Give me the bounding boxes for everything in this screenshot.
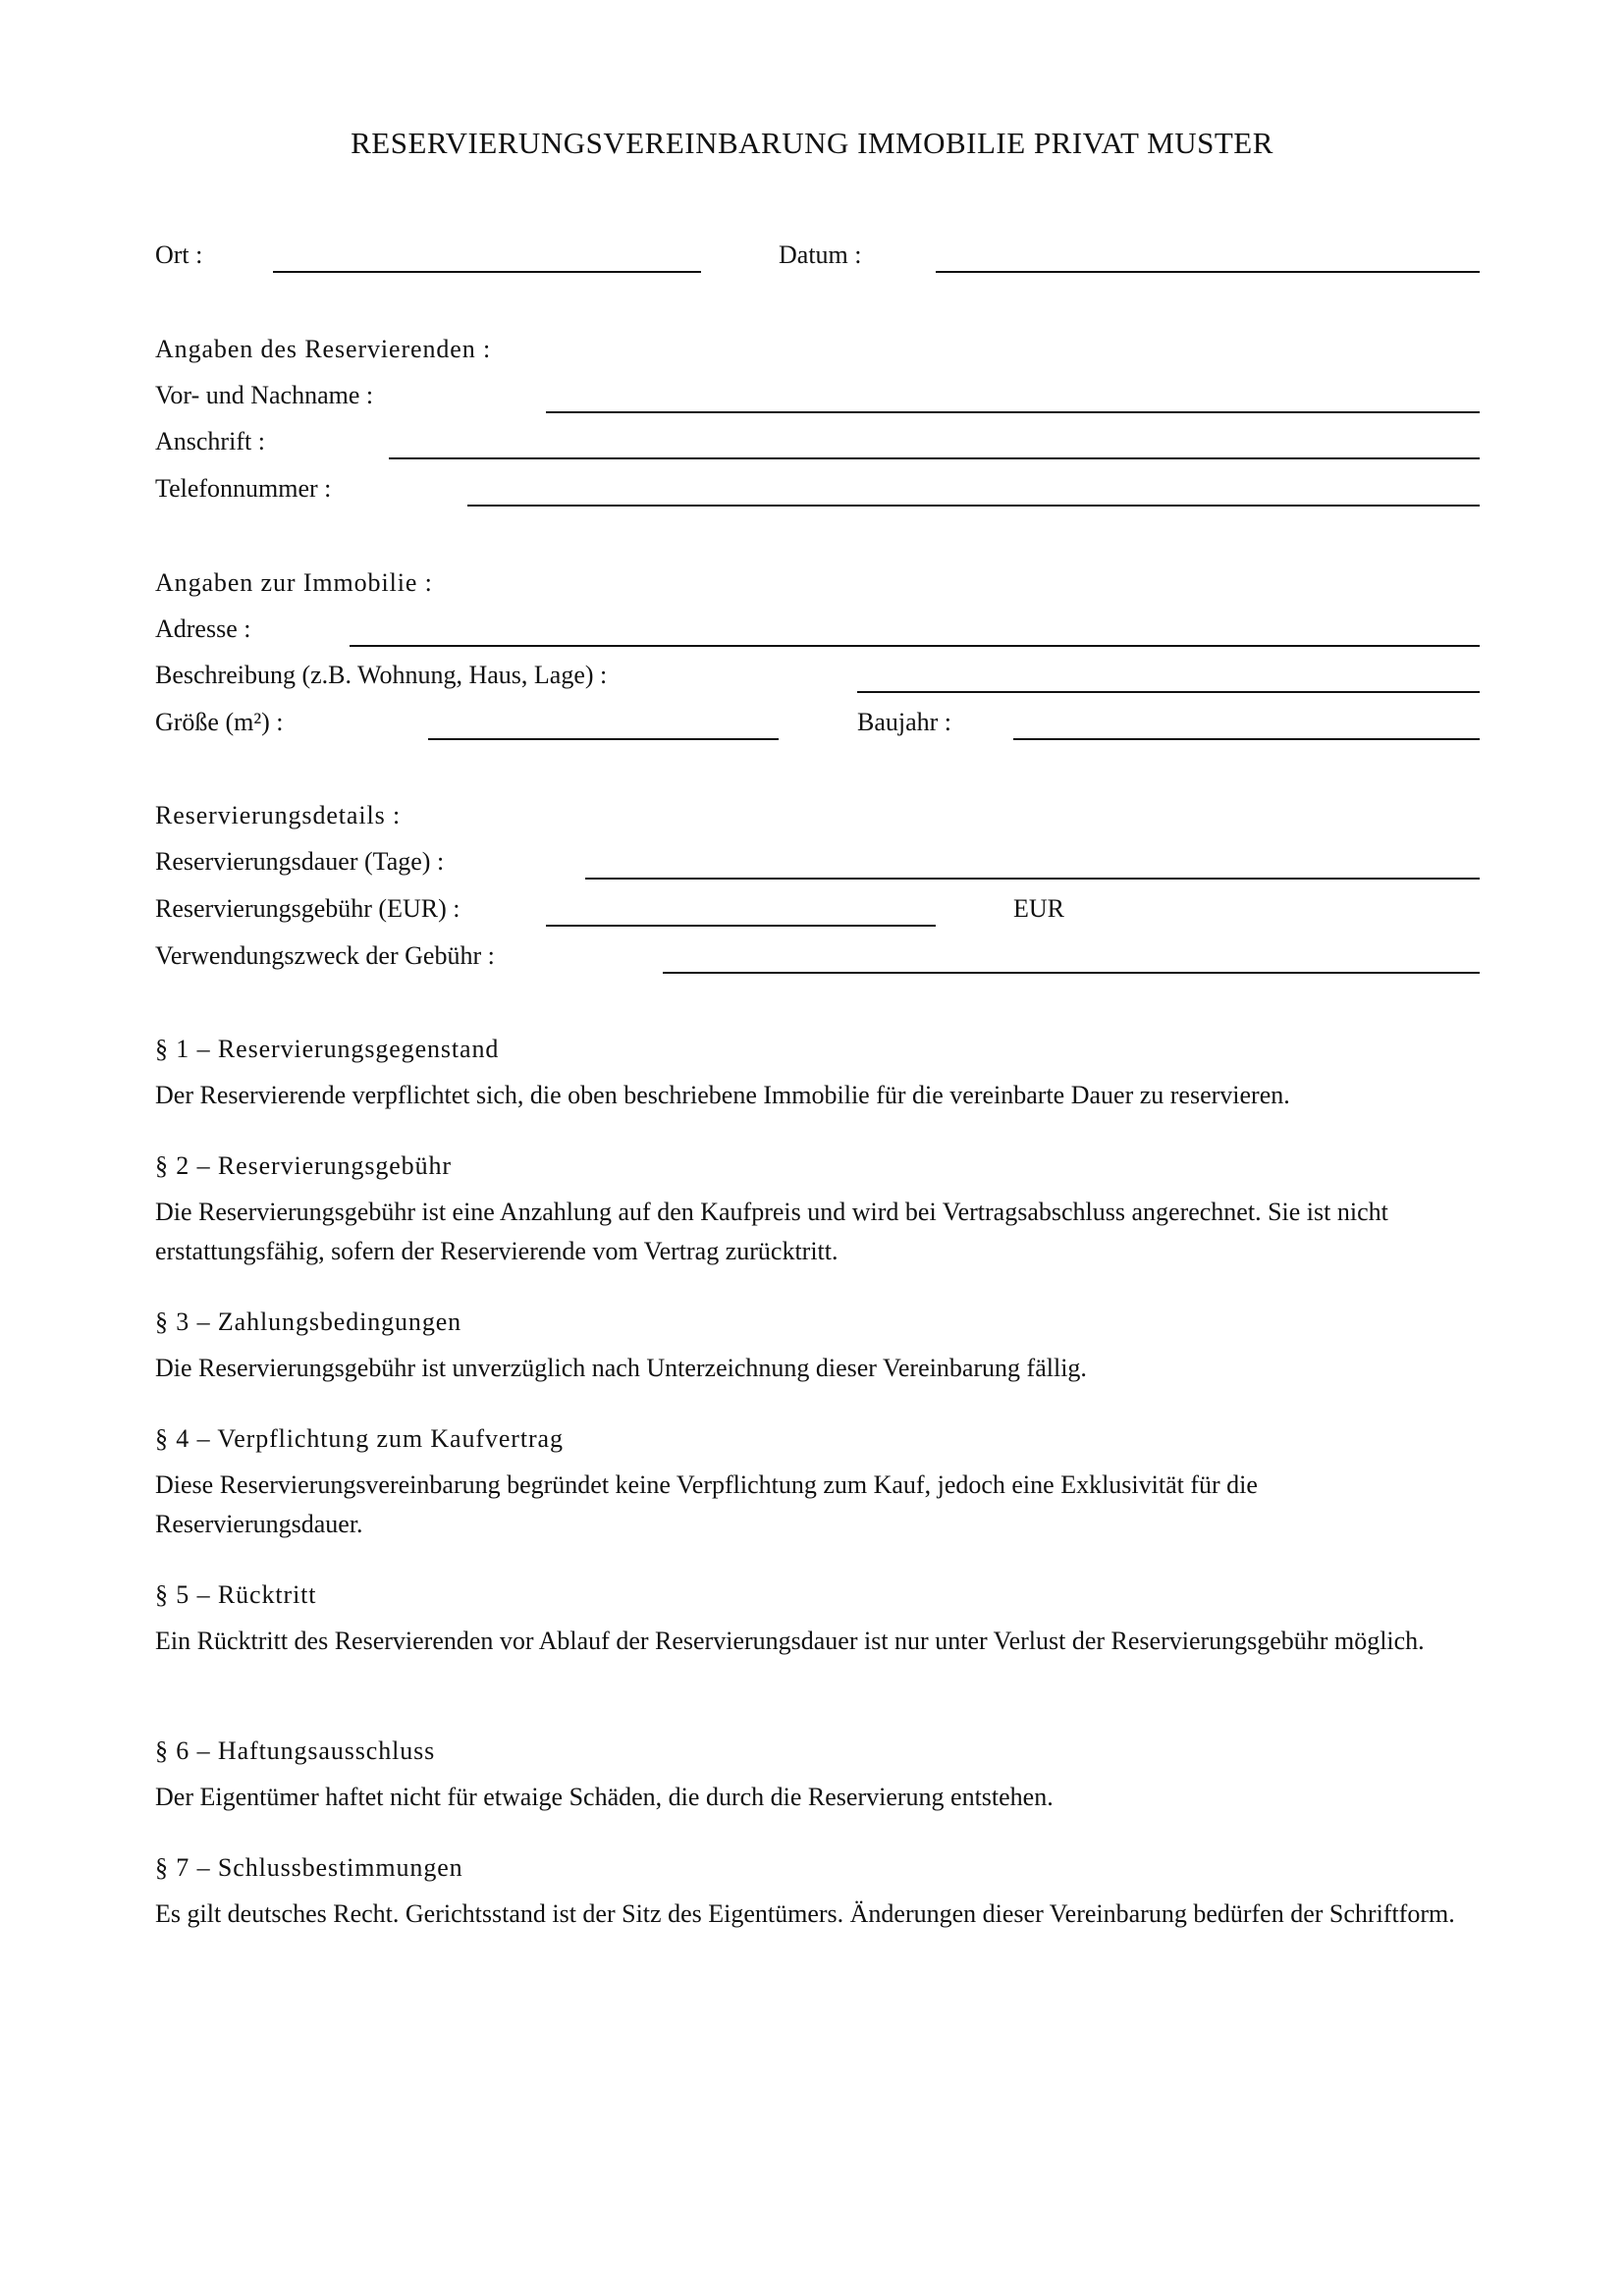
telefon-label: Telefonnummer : — [155, 474, 332, 503]
groesse-label: Größe (m²) : — [155, 708, 284, 736]
datum-field-line[interactable] — [936, 271, 1480, 273]
section-7-title: § 7 – Schlussbestimmungen — [155, 1853, 463, 1882]
section-6-text: Der Eigentümer haftet nicht für etwaige Schäden, die durch die Reservierung entstehen. — [155, 1783, 1054, 1811]
details-heading: Reservierungsdetails : — [155, 801, 402, 829]
reservierender-heading: Angaben des Reservierenden : — [155, 335, 492, 363]
section-6-title: § 6 – Haftungsausschluss — [155, 1736, 436, 1765]
section-2-text: Die Reservierungsgebühr ist eine Anzahlung auf den Kaufpreis und wird bei Vertragsabschluss angerechnet. Sie ist nicht erstattungsfähig, sofern der Reservierende vom Vertrag zurücktritt. — [155, 1198, 1388, 1265]
section-1-text: Der Reservierende verpflichtet sich, die oben beschriebene Immobilie für die vereinbarte Dauer zu reservieren. — [155, 1081, 1290, 1109]
adresse-field-line[interactable] — [350, 645, 1480, 647]
beschreibung-field-line[interactable] — [857, 691, 1480, 693]
baujahr-label: Baujahr : — [857, 708, 952, 736]
ort-field-line[interactable] — [273, 271, 701, 273]
name-label: Vor- und Nachname : — [155, 381, 374, 409]
datum-label: Datum : — [779, 240, 862, 269]
telefon-field-line[interactable] — [467, 505, 1480, 507]
section-4-text: Diese Reservierungsvereinbarung begründet keine Verpflichtung zum Kauf, jedoch eine Exklusivität für die Reservierungsdauer. — [155, 1470, 1258, 1538]
section-5-title: § 5 – Rücktritt — [155, 1580, 317, 1609]
baujahr-field-line[interactable] — [1013, 738, 1480, 740]
document-title: RESERVIERUNGSVEREINBARUNG IMMOBILIE PRIVAT MUSTER — [351, 126, 1273, 160]
ort-label: Ort : — [155, 240, 203, 269]
beschreibung-label: Beschreibung (z.B. Wohnung, Haus, Lage) : — [155, 661, 608, 689]
section-2-title: § 2 – Reservierungsgebühr — [155, 1151, 452, 1180]
dauer-label: Reservierungsdauer (Tage) : — [155, 847, 445, 876]
immobilie-heading: Angaben zur Immobilie : — [155, 568, 433, 597]
section-3-title: § 3 – Zahlungsbedingungen — [155, 1308, 462, 1336]
section-5-text: Ein Rücktritt des Reservierenden vor Ablauf der Reservierungsdauer ist nur unter Verlust der Reservierungsgebühr möglich. — [155, 1627, 1425, 1655]
anschrift-field-line[interactable] — [389, 457, 1480, 459]
section-3-text: Die Reservierungsgebühr ist unverzüglich nach Unterzeichnung dieser Vereinbarung fällig. — [155, 1354, 1087, 1382]
zweck-field-line[interactable] — [663, 972, 1480, 974]
section-1-title: § 1 – Reservierungsgegenstand — [155, 1035, 500, 1063]
anschrift-label: Anschrift : — [155, 427, 265, 455]
adresse-label: Adresse : — [155, 614, 251, 643]
name-field-line[interactable] — [546, 411, 1480, 413]
dauer-field-line[interactable] — [585, 878, 1480, 880]
gebuehr-unit: EUR — [1013, 894, 1064, 923]
zweck-label: Verwendungszweck der Gebühr : — [155, 941, 495, 970]
groesse-field-line[interactable] — [428, 738, 779, 740]
gebuehr-label: Reservierungsgebühr (EUR) : — [155, 894, 460, 923]
section-7-text: Es gilt deutsches Recht. Gerichtsstand ist der Sitz des Eigentümers. Änderungen dieser Vereinbarung bedürfen der Schriftform. — [155, 1899, 1455, 1928]
section-4-title: § 4 – Verpflichtung zum Kaufvertrag — [155, 1424, 564, 1453]
gebuehr-field-line[interactable] — [546, 925, 936, 927]
